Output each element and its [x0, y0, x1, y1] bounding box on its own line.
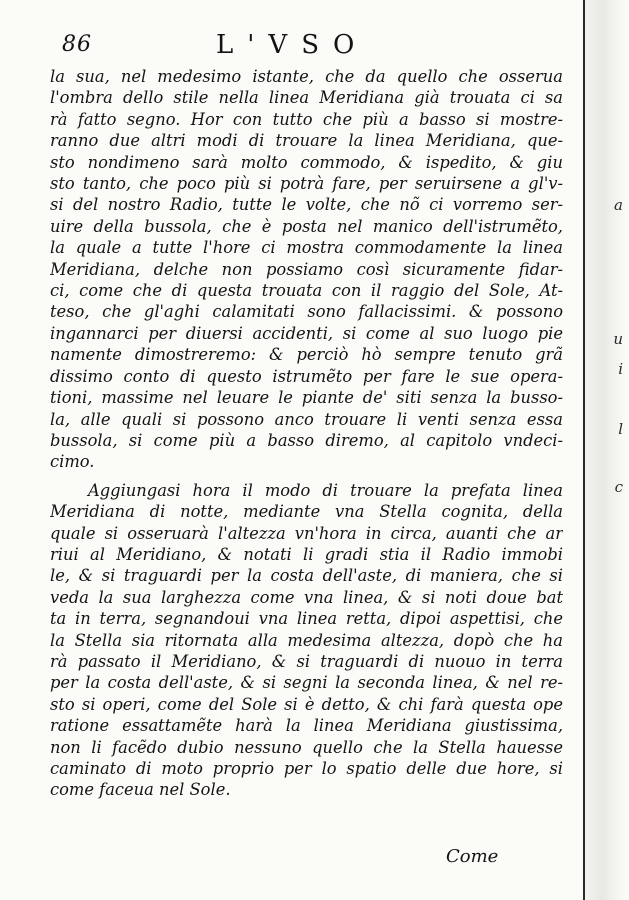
text-line: riui al Meridiano, & notati li gradi stia il Radio immobi: [50, 544, 563, 564]
text-line: tioni, massime nel leuare le piante de' siti senza la busso-: [50, 388, 563, 408]
text-line: Meridiana, delche non possiamo così sicuramente fidar-: [50, 259, 563, 279]
text-line: per la costa dell'aste, & si segni la seconda linea, & nel re-: [50, 673, 563, 693]
text-line: la sua, nel medesimo istante, che da quello che osserua: [50, 67, 563, 86]
text-line: le, & si traguardi per la costa dell'aste, di maniera, che si: [50, 566, 563, 586]
running-head: L'VSO: [216, 30, 369, 60]
text-line: la Stella sia ritornata alla medesima altezza, dopò che ha: [50, 630, 563, 650]
text-line: si del nostro Radio, tutte le volte, che nõ ci vorremo ser-: [50, 195, 563, 215]
text-line: l'ombra dello stile nella linea Meridiana già trouata ci sa: [50, 88, 563, 108]
text-line: sto si operi, come del Sole si è detto, & chi farà questa ope: [50, 694, 563, 714]
text-line: veda la sua larghezza come vna linea, & si noti doue bat: [50, 587, 563, 607]
text-line: la, alle quali si possono anco trouare li venti senza essa: [50, 409, 563, 429]
text-line: ranno due altri modi di trouare la linea Meridiana, que-: [50, 131, 563, 151]
text-line: namente dimostreremo: & perciò hò sempre tenuto grã: [50, 345, 563, 365]
text-line: sto tanto, che poco più si potrà fare, per seruirsene a gl'v-: [50, 174, 563, 194]
page-header: [62, 30, 564, 60]
catchword: Come: [446, 846, 499, 867]
text-line: Meridiana di notte, mediante vna Stella cognita, della: [50, 502, 563, 522]
facing-page-edge: [583, 0, 629, 900]
facing-page-glyph: c: [614, 478, 623, 496]
facing-page-glyph: a: [614, 196, 623, 214]
text-line: come faceua nel Sole.: [50, 780, 231, 800]
text-line: bussola, si come più a basso diremo, al capitolo vndeci-: [50, 430, 563, 450]
text-line: quale si osseruarà l'altezza vn'hora in circa, auanti che ar: [50, 523, 563, 543]
text-line: uire della bussola, che è posta nel manico dell'istrumẽto,: [50, 216, 563, 236]
text-line: ta in terra, segnandoui vna linea retta, dipoi aspettisi, che: [50, 609, 563, 629]
text-line: Aggiungasi hora il modo di trouare la prefata linea: [88, 480, 563, 500]
text-line: ratione essattamẽte harà la linea Meridiana giustissima,: [50, 716, 563, 736]
facing-page-glyph: u: [613, 330, 623, 348]
facing-page-glyph: i: [618, 360, 623, 378]
text-line: non li facẽdo dubio nessuno quello che la Stella hauesse: [50, 737, 563, 757]
text-line: rà fatto segno. Hor con tutto che più a basso si mostre-: [50, 109, 563, 129]
text-line: ci, come che di questa trouata con il raggio del Sole, At-: [50, 281, 563, 301]
paragraph-1: [50, 66, 563, 473]
text-line: rà passato il Meridiano, & si traguardi di nuouo in terra: [50, 651, 563, 671]
text-line: sto nondimeno sarà molto commodo, & ispedito, & giu: [50, 152, 563, 172]
text-line: la quale a tutte l'hore ci mostra commodamente la linea: [50, 238, 563, 258]
text-line: caminato di moto proprio per lo spatio delle due hore, si: [50, 759, 563, 778]
text-line: dissimo conto di questo istrumẽto per fare le sue opera-: [50, 366, 563, 386]
facing-page-glyph: l: [618, 420, 623, 438]
paragraph-2: [50, 480, 563, 801]
page-number: 86: [62, 32, 92, 57]
text-line: ingannarci per diuersi accidenti, si come al suo luogo pie: [50, 323, 563, 343]
text-line: teso, che gl'aghi calamitati sono fallacissimi. & possono: [50, 302, 563, 322]
text-line: cimo.: [50, 452, 95, 472]
body-text: [50, 66, 563, 801]
